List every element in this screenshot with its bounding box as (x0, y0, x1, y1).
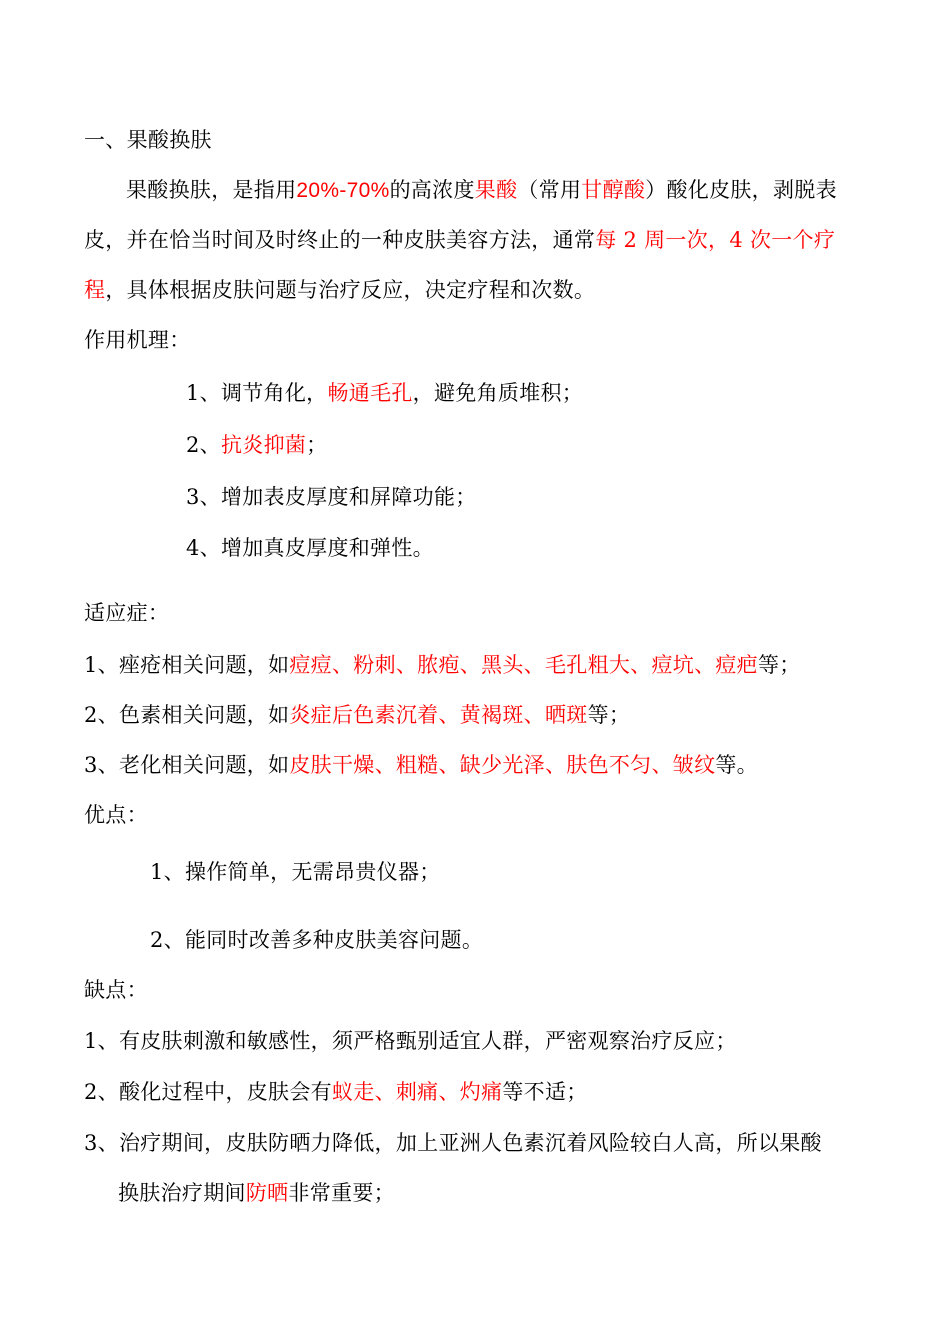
text-span: 2、色素相关问题，如 (84, 703, 290, 727)
highlight-text: 甘醇酸 (581, 178, 646, 202)
mechanism-item-3: 3、增加表皮厚度和屏障功能； (186, 485, 477, 509)
highlight-text: 抗炎抑菌 (220, 433, 307, 457)
text-span: 等； (587, 703, 631, 727)
disadvantages-title: 缺点： (84, 978, 148, 1002)
mechanism-item-2 (186, 430, 327, 460)
intro-line-2 (84, 225, 835, 255)
disadvantage-item-2 (84, 1077, 588, 1107)
text-span: ，具体根据皮肤问题与治疗反应，决定疗程和次数。 (105, 278, 596, 302)
highlight-text: 防晒 (245, 1181, 289, 1205)
text-span: 等； (757, 653, 801, 677)
highlight-text: 20%-70% (296, 179, 390, 202)
advantage-item-1: 1、操作简单，无需昂贵仪器； (150, 860, 441, 884)
highlight-text: 皮肤干燥、粗糙、缺少光泽、肤色不匀、皱纹 (289, 753, 716, 777)
mechanism-item-1 (186, 378, 583, 408)
indication-item-3 (84, 750, 758, 780)
text-span: 的高浓度 (389, 178, 475, 202)
intro-line-1 (126, 175, 837, 206)
mechanism-item-4: 4、增加真皮厚度和弹性。 (186, 536, 434, 560)
intro-line-3 (84, 275, 595, 305)
text-span: 1、调节角化， (186, 381, 328, 405)
text-span: 果酸换肤，是指用 (126, 178, 297, 202)
highlight-text: 炎症后色素沉着、黄褐斑、晒斑 (289, 703, 588, 727)
text-span: 3、老化相关问题，如 (84, 753, 290, 777)
text-span: 2、 (186, 433, 221, 457)
highlight-text: 畅通毛孔 (327, 381, 413, 405)
text-span: 2、酸化过程中，皮肤会有 (84, 1080, 332, 1104)
text-span: 皮，并在恰当时间及时终止的一种皮肤美容方法，通常 (84, 228, 596, 252)
highlight-text: 果酸 (474, 178, 518, 202)
highlight-text: 蚁走、刺痛、灼痛 (331, 1080, 503, 1104)
disadvantage-item-3: 3、治疗期间，皮肤防晒力降低，加上亚洲人色素沉着风险较白人高，所以果酸 (84, 1131, 822, 1155)
text-span: ； (306, 433, 328, 457)
indications-title: 适应症： (84, 601, 170, 625)
text-span: 非常重要； (288, 1181, 395, 1205)
indication-item-1 (84, 650, 801, 680)
text-span: （常用 (517, 178, 582, 202)
text-span: ）酸化皮肤，剥脱表 (645, 178, 837, 202)
disadvantage-item-1: 1、有皮肤刺激和敏感性，须严格甄别适宜人群，严密观察治疗反应； (84, 1029, 737, 1053)
advantages-title: 优点： (84, 803, 148, 827)
indication-item-2 (84, 700, 630, 730)
text-span: 等。 (715, 753, 758, 777)
disadvantage-item-3-continued (118, 1178, 395, 1208)
highlight-text: 程 (84, 278, 106, 302)
text-span: 换肤治疗期间 (118, 1181, 246, 1205)
text-span: ，避免角质堆积； (412, 381, 584, 405)
text-span: 等不适； (502, 1080, 588, 1104)
text-span: 1、痤疮相关问题，如 (84, 653, 290, 677)
advantage-item-2: 2、能同时改善多种皮肤美容问题。 (150, 928, 484, 952)
highlight-text: 每 2 周一次，4 次一个疗 (595, 228, 836, 252)
highlight-text: 痘痘、粉刺、脓疱、黑头、毛孔粗大、痘坑、痘疤 (289, 653, 758, 677)
mechanism-title: 作用机理： (84, 328, 191, 352)
section-heading: 一、果酸换肤 (84, 128, 212, 152)
